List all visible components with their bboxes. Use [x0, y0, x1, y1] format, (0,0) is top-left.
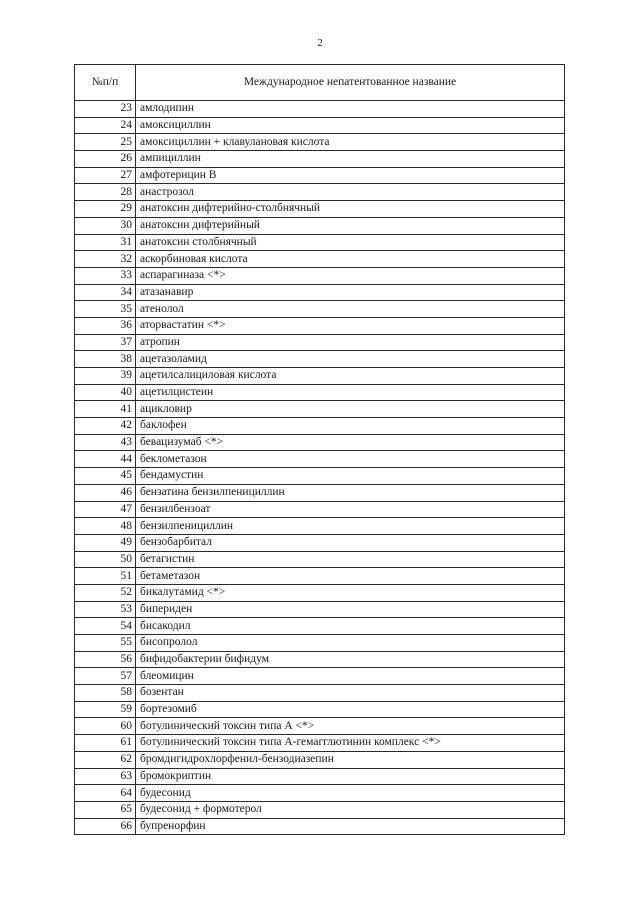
header-number: №п/п	[75, 65, 136, 101]
table-row	[75, 718, 565, 735]
drug-name: бетагистин	[136, 551, 565, 568]
row-number: 60	[75, 718, 136, 735]
table-row	[75, 751, 565, 768]
table-row	[75, 818, 565, 835]
table-row	[75, 418, 565, 435]
page-number: 2	[317, 37, 323, 49]
drug-name: анастрозол	[136, 184, 565, 201]
table-row	[75, 167, 565, 184]
drug-name: бипериден	[136, 601, 565, 618]
row-number: 41	[75, 401, 136, 418]
drug-name: беклометазон	[136, 451, 565, 468]
row-number: 65	[75, 801, 136, 818]
drug-name: бортезомиб	[136, 701, 565, 718]
drug-name: бифидобактерии бифидум	[136, 651, 565, 668]
table-row	[75, 184, 565, 201]
row-number: 36	[75, 317, 136, 334]
row-number: 51	[75, 568, 136, 585]
drug-name: бромокриптин	[136, 768, 565, 785]
drug-name: бисакодил	[136, 618, 565, 635]
table-row	[75, 434, 565, 451]
drug-name: ацикловир	[136, 401, 565, 418]
table-row	[75, 518, 565, 535]
drug-name: ацетилсалициловая кислота	[136, 368, 565, 385]
row-number: 49	[75, 534, 136, 551]
table-body	[75, 101, 565, 835]
drug-name: бендамустин	[136, 468, 565, 485]
row-number: 30	[75, 217, 136, 234]
drug-name: баклофен	[136, 418, 565, 435]
drug-name: бензобарбитал	[136, 534, 565, 551]
drug-name: амоксициллин	[136, 117, 565, 134]
drug-name: ампициллин	[136, 151, 565, 168]
row-number: 33	[75, 267, 136, 284]
table-row	[75, 534, 565, 551]
drug-name: аторвастатин <*>	[136, 317, 565, 334]
row-number: 48	[75, 518, 136, 535]
row-number: 53	[75, 601, 136, 618]
drug-name: бетаметазон	[136, 568, 565, 585]
drug-name: бевацизумаб <*>	[136, 434, 565, 451]
table-row	[75, 635, 565, 652]
row-number: 59	[75, 701, 136, 718]
table-row	[75, 201, 565, 218]
row-number: 35	[75, 301, 136, 318]
drug-name: блеомицин	[136, 668, 565, 685]
row-number: 25	[75, 134, 136, 151]
row-number: 61	[75, 735, 136, 752]
drug-name: бромдигидрохлорфенил-бензодиазепин	[136, 751, 565, 768]
table-row	[75, 301, 565, 318]
row-number: 45	[75, 468, 136, 485]
table-row	[75, 317, 565, 334]
drug-name: бензилбензоат	[136, 501, 565, 518]
drug-name: амоксициллин + клавулановая кислота	[136, 134, 565, 151]
drug-name: амфотерицин В	[136, 167, 565, 184]
row-number: 28	[75, 184, 136, 201]
table-row	[75, 251, 565, 268]
row-number: 46	[75, 484, 136, 501]
table-row	[75, 401, 565, 418]
row-number: 29	[75, 201, 136, 218]
drug-name: аспарагиназа <*>	[136, 267, 565, 284]
drug-name: бензатина бензилпенициллин	[136, 484, 565, 501]
table-row	[75, 685, 565, 702]
row-number: 66	[75, 818, 136, 835]
table-row	[75, 735, 565, 752]
drug-name: атазанавир	[136, 284, 565, 301]
drug-name: бозентан	[136, 685, 565, 702]
table-row	[75, 801, 565, 818]
row-number: 42	[75, 418, 136, 435]
drug-name: бисопролол	[136, 635, 565, 652]
drug-name: будесонид + формотерол	[136, 801, 565, 818]
table-row	[75, 267, 565, 284]
drug-name: анатоксин дифтерийно-столбнячный	[136, 201, 565, 218]
table-row	[75, 484, 565, 501]
row-number: 62	[75, 751, 136, 768]
row-number: 58	[75, 685, 136, 702]
row-number: 40	[75, 384, 136, 401]
drug-name: бензилпенициллин	[136, 518, 565, 535]
table-row	[75, 217, 565, 234]
table-row	[75, 568, 565, 585]
table-row	[75, 618, 565, 635]
table-row	[75, 101, 565, 118]
table-row	[75, 551, 565, 568]
row-number: 54	[75, 618, 136, 635]
drug-name: атропин	[136, 334, 565, 351]
table-row	[75, 768, 565, 785]
drug-name: анатоксин столбнячный	[136, 234, 565, 251]
row-number: 44	[75, 451, 136, 468]
row-number: 24	[75, 117, 136, 134]
table-row	[75, 334, 565, 351]
row-number: 34	[75, 284, 136, 301]
drug-name: будесонид	[136, 785, 565, 802]
medicines-table	[74, 64, 565, 835]
drug-name: амлодипин	[136, 101, 565, 118]
drug-name: бикалутамид <*>	[136, 584, 565, 601]
row-number: 52	[75, 584, 136, 601]
row-number: 37	[75, 334, 136, 351]
drug-name: атенолол	[136, 301, 565, 318]
row-number: 23	[75, 101, 136, 118]
row-number: 43	[75, 434, 136, 451]
table-row	[75, 701, 565, 718]
table-row	[75, 351, 565, 368]
drug-name: ботулинический токсин типа А-гемагглютинин комплекс <*>	[136, 735, 565, 752]
row-number: 38	[75, 351, 136, 368]
drug-name: ацетилцистеин	[136, 384, 565, 401]
row-number: 26	[75, 151, 136, 168]
drug-name: анатоксин дифтерийный	[136, 217, 565, 234]
drug-name: ботулинический токсин типа А <*>	[136, 718, 565, 735]
row-number: 31	[75, 234, 136, 251]
table-row	[75, 651, 565, 668]
table-row	[75, 234, 565, 251]
table-row	[75, 384, 565, 401]
table-row	[75, 785, 565, 802]
table-row	[75, 668, 565, 685]
table-row	[75, 601, 565, 618]
row-number: 55	[75, 635, 136, 652]
table-row	[75, 284, 565, 301]
table-header-row	[75, 65, 565, 101]
table-row	[75, 451, 565, 468]
row-number: 32	[75, 251, 136, 268]
row-number: 63	[75, 768, 136, 785]
table-row	[75, 584, 565, 601]
row-number: 27	[75, 167, 136, 184]
row-number: 47	[75, 501, 136, 518]
drug-name: аскорбиновая кислота	[136, 251, 565, 268]
row-number: 57	[75, 668, 136, 685]
table-row	[75, 151, 565, 168]
table-row	[75, 368, 565, 385]
drug-name: бупренорфин	[136, 818, 565, 835]
row-number: 50	[75, 551, 136, 568]
drug-name: ацетазоламид	[136, 351, 565, 368]
row-number: 64	[75, 785, 136, 802]
header-name: Международное непатентованное название	[136, 65, 565, 101]
table-row	[75, 117, 565, 134]
row-number: 39	[75, 368, 136, 385]
table-row	[75, 468, 565, 485]
row-number: 56	[75, 651, 136, 668]
table-row	[75, 134, 565, 151]
table-row	[75, 501, 565, 518]
